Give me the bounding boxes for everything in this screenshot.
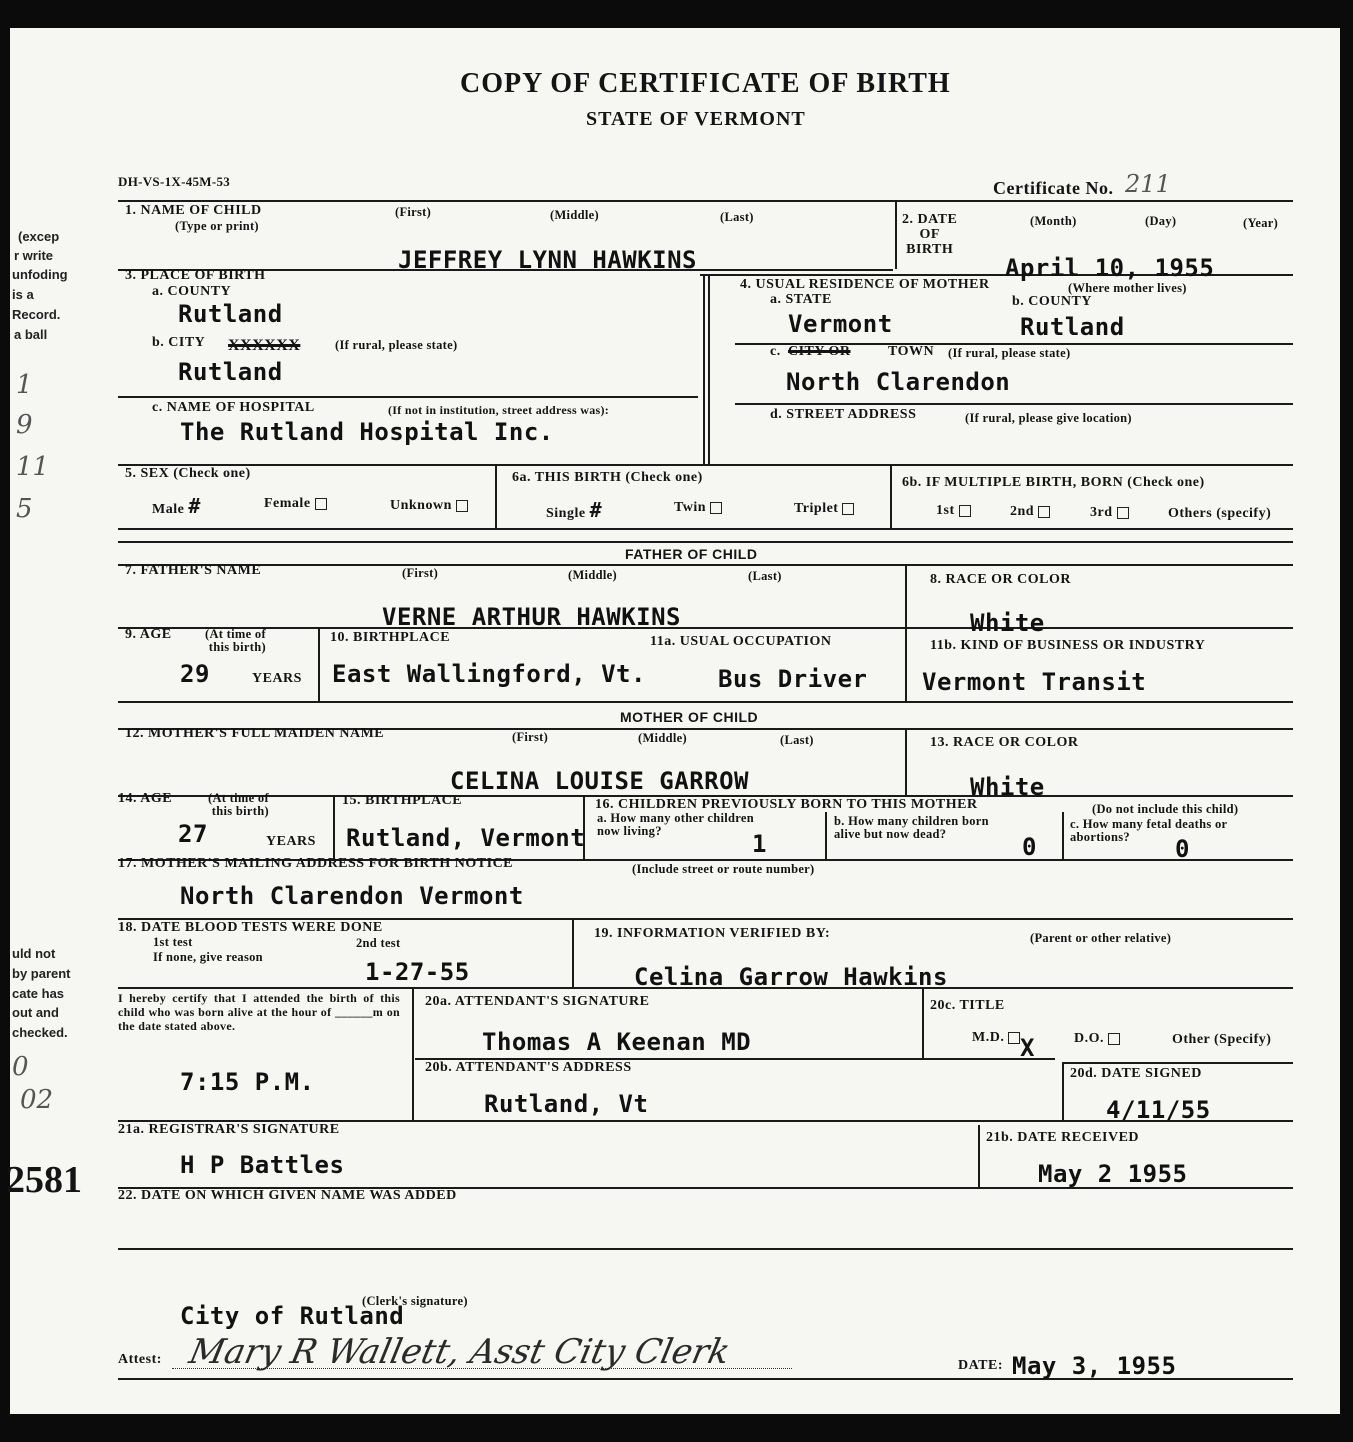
second-born-option: [1010, 504, 1050, 520]
mother-name-label: 12. MOTHER'S FULL MAIDEN NAME: [125, 726, 385, 741]
father-name-label: 7. FATHER'S NAME: [125, 563, 262, 578]
first-label: (First): [395, 205, 432, 219]
birth-city-value: Rutland: [178, 358, 283, 386]
business-value: Vermont Transit: [922, 668, 1147, 696]
margin-note: out and: [12, 1005, 59, 1020]
md-checkbox: [1008, 1032, 1020, 1044]
second-born-label: 2nd: [1010, 504, 1035, 519]
female-checkbox: [315, 498, 327, 510]
mother-race-value: White: [970, 773, 1045, 801]
rule: [118, 200, 1293, 202]
residence-town-label: TOWN: [888, 344, 935, 359]
female-label: Female: [264, 496, 311, 511]
date-received-label: 21b. DATE RECEIVED: [986, 1130, 1140, 1145]
third-born-option: [1090, 505, 1129, 521]
dead-label: b. How many children born alive but now dead?: [834, 814, 989, 841]
certificate-number: 211: [1125, 170, 1171, 198]
blood-none-hint: If none, give reason: [153, 950, 263, 964]
child-name-hint: (Type or print): [175, 219, 259, 233]
margin-handwriting: 02: [20, 1085, 54, 1115]
father-first-label: (First): [402, 566, 439, 580]
last-label: (Last): [720, 210, 754, 224]
date-signed-label: 20d. DATE SIGNED: [1070, 1066, 1202, 1081]
rule: [118, 701, 1293, 703]
living-value: 1: [752, 830, 767, 858]
mother-birthplace-value: Rutland, Vermont: [346, 824, 586, 852]
third-born-label: 3rd: [1090, 505, 1113, 520]
rule: [735, 403, 1293, 405]
single-label: Single: [546, 506, 586, 521]
dob-label: 2. DATE OF BIRTH: [902, 212, 958, 257]
given-name-date-label: 22. DATE ON WHICH GIVEN NAME WAS ADDED: [118, 1188, 457, 1203]
rule: [118, 396, 698, 398]
registrar-signature-label: 21a. REGISTRAR'S SIGNATURE: [118, 1122, 340, 1137]
mailing-hint: (Include street or route number): [632, 862, 815, 876]
mother-last-label: (Last): [780, 733, 814, 747]
fetal-value: 0: [1175, 835, 1190, 863]
margin-note: cate has: [12, 986, 65, 1001]
date-received-value: May 2 1955: [1038, 1160, 1188, 1188]
triplet-label: Triplet: [794, 501, 839, 516]
birth-city-hint: (If rural, please state): [335, 338, 458, 352]
margin-handwriting: 0: [12, 1052, 29, 1082]
father-age-hint: (At time of this birth): [205, 627, 266, 654]
residence-county-label: b. COUNTY: [1012, 294, 1092, 309]
multiple-birth-label: 6b. IF MULTIPLE BIRTH, BORN (Check one): [902, 475, 1205, 490]
father-age-label: 9. AGE: [125, 627, 172, 642]
certify-statement: I hereby certify that I attended the birth of this child who was born alive at the hour of ______m on the date stated above.: [118, 991, 400, 1033]
document-title: COPY OF CERTIFICATE OF BIRTH: [460, 68, 951, 99]
third-born-checkbox: [1117, 507, 1129, 519]
mailing-value: North Clarendon Vermont: [180, 882, 524, 910]
attest-date-label: DATE:: [958, 1358, 1004, 1373]
father-birthplace-label: 10. BIRTHPLACE: [330, 630, 451, 645]
first-test-label: 1st test: [153, 935, 193, 949]
mother-middle-label: (Middle): [638, 731, 687, 745]
first-born-label: 1st: [936, 503, 955, 518]
rule: [118, 528, 1293, 530]
rule-vertical: [708, 274, 710, 464]
rule: [118, 627, 1293, 629]
occupation-label: 11a. USUAL OCCUPATION: [650, 634, 832, 649]
residence-town-hint: (If rural, please state): [948, 346, 1071, 360]
father-years-label: YEARS: [252, 671, 302, 686]
others-label: Others (specify): [1168, 506, 1272, 521]
hospital-label: c. NAME OF HOSPITAL: [152, 400, 315, 415]
rule-vertical: [978, 1125, 980, 1187]
residence-county-value: Rutland: [1020, 313, 1125, 341]
margin-note: is a: [12, 287, 34, 302]
rule: [1062, 1062, 1293, 1064]
living-label: a. How many other children now living?: [597, 811, 754, 838]
birth-city-struck: XXXXXX: [228, 337, 301, 354]
attest-signature: Mary R Wallett, Asst City Clerk: [185, 1332, 734, 1372]
mother-birthplace-label: 15. BIRTHPLACE: [342, 793, 463, 808]
rule: [118, 541, 1293, 543]
rule-vertical: [890, 464, 892, 528]
title-label: 20c. TITLE: [930, 998, 1005, 1013]
margin-number: 2581: [6, 1159, 82, 1201]
margin-note: Record.: [12, 307, 61, 322]
verified-value: Celina Garrow Hawkins: [634, 963, 948, 991]
mother-years-label: YEARS: [266, 834, 316, 849]
rule-vertical: [333, 795, 335, 859]
margin-handwriting: 11: [16, 452, 50, 482]
rule-vertical: [922, 987, 924, 1058]
residence-state-value: Vermont: [788, 310, 893, 338]
hospital-hint: (If not in institution, street address was):: [388, 403, 610, 417]
male-checkmark: #: [188, 494, 201, 518]
mother-age-hint: (At time of this birth): [208, 791, 269, 818]
document-subtitle: STATE OF VERMONT: [586, 108, 806, 130]
rule-vertical: [825, 812, 827, 859]
other-title-label: Other (Specify): [1172, 1032, 1272, 1047]
margin-note: (excep: [18, 229, 60, 244]
twin-option: [674, 500, 722, 516]
father-birthplace-value: East Wallingford, Vt.: [332, 660, 646, 688]
triplet-checkbox: [842, 503, 854, 515]
attendant-address-value: Rutland, Vt: [484, 1090, 649, 1118]
single-option: [546, 498, 602, 522]
margin-handwriting: 9: [16, 410, 33, 440]
father-section-title: FATHER OF CHILD: [625, 546, 758, 562]
rule-vertical: [495, 464, 497, 528]
street-label: d. STREET ADDRESS: [770, 407, 917, 422]
attendant-signature-label: 20a. ATTENDANT'S SIGNATURE: [425, 994, 650, 1009]
children-label: 16. CHILDREN PREVIOUSLY BORN TO THIS MOTHER: [595, 797, 978, 812]
attest-date-value: May 3, 1955: [1012, 1352, 1177, 1380]
rule-vertical: [412, 987, 414, 1120]
margin-note: uld not: [12, 946, 56, 961]
mother-age-value: 27: [178, 820, 208, 848]
father-last-label: (Last): [748, 569, 782, 583]
birth-county-value: Rutland: [178, 300, 283, 328]
margin-handwriting: 1: [16, 370, 33, 400]
do-label: D.O.: [1074, 1031, 1104, 1046]
margin-note: by parent: [12, 966, 71, 981]
day-label: (Day): [1145, 214, 1177, 228]
margin-note: unfoding: [12, 267, 68, 282]
dob-value: April 10, 1955: [1005, 254, 1215, 282]
sex-unknown-option: [390, 498, 468, 514]
blood-tests-value: 1-27-55: [365, 958, 470, 986]
occupation-value: Bus Driver: [718, 665, 868, 693]
fetal-label: c. How many fetal deaths or abortions?: [1070, 817, 1228, 844]
margin-note: a ball: [14, 327, 48, 342]
residence-label: 4. USUAL RESIDENCE OF MOTHER: [740, 277, 990, 292]
clerk-signature-label: (Clerk's signature): [362, 1294, 468, 1308]
single-checkmark: #: [589, 498, 603, 522]
do-option: [1074, 1031, 1120, 1047]
md-checkmark: X: [1020, 1034, 1035, 1062]
residence-state-label: a. STATE: [770, 292, 832, 307]
residence-city-struck: CITY OR: [788, 344, 851, 359]
date-signed-value: 4/11/55: [1106, 1096, 1211, 1124]
middle-label: (Middle): [550, 208, 599, 222]
second-born-checkbox: [1038, 506, 1050, 518]
children-hint: (Do not include this child): [1092, 802, 1239, 816]
twin-checkbox: [710, 502, 722, 514]
first-born-option: [936, 503, 971, 519]
child-name-value: JEFFREY LYNN HAWKINS: [398, 246, 697, 274]
unknown-label: Unknown: [390, 498, 452, 513]
father-middle-label: (Middle): [568, 568, 617, 582]
margin-note: r write: [14, 248, 54, 263]
sex-label: 5. SEX (Check one): [125, 466, 251, 481]
sex-male-option: [152, 494, 201, 518]
rule-vertical: [572, 918, 574, 987]
dead-value: 0: [1022, 833, 1037, 861]
mailing-label: 17. MOTHER'S MAILING ADDRESS FOR BIRTH NOTICE: [118, 856, 514, 871]
mother-age-label: 14. AGE: [118, 791, 173, 806]
clerk-value: City of Rutland: [180, 1302, 405, 1330]
mother-race-label: 13. RACE OR COLOR: [930, 735, 1079, 750]
rule: [118, 564, 1293, 566]
this-birth-label: 6a. THIS BIRTH (Check one): [512, 470, 703, 485]
attendant-signature-value: Thomas A Keenan MD: [482, 1028, 752, 1056]
rule: [118, 1248, 1293, 1250]
certificate-label: Certificate No.: [993, 178, 1114, 198]
father-race-value: White: [970, 609, 1045, 637]
attest-label: Attest:: [118, 1352, 162, 1367]
residence-town-prefix: c.: [770, 344, 781, 359]
rule-vertical: [318, 627, 320, 701]
unknown-checkbox: [456, 500, 468, 512]
first-born-checkbox: [959, 505, 971, 517]
mother-section-title: MOTHER OF CHILD: [620, 709, 759, 725]
child-name-label: 1. NAME OF CHILD: [125, 203, 262, 218]
residence-town-value: North Clarendon: [786, 368, 1011, 396]
verified-label: 19. INFORMATION VERIFIED BY:: [594, 926, 831, 941]
md-label: M.D.: [972, 1030, 1005, 1045]
rule-vertical: [895, 200, 897, 269]
father-age-value: 29: [180, 660, 210, 688]
father-name-value: VERNE ARTHUR HAWKINS: [382, 603, 681, 631]
rule-vertical: [1062, 1062, 1064, 1120]
street-hint: (If rural, please give location): [965, 411, 1132, 425]
do-checkbox: [1108, 1033, 1120, 1045]
second-test-label: 2nd test: [356, 936, 401, 950]
birth-county-label: a. COUNTY: [152, 284, 232, 299]
md-option: [972, 1030, 1020, 1046]
verified-hint: (Parent or other relative): [1030, 931, 1172, 945]
mother-first-label: (First): [512, 730, 549, 744]
hospital-value: The Rutland Hospital Inc.: [180, 418, 554, 446]
birth-time-value: 7:15 P.M.: [180, 1068, 315, 1096]
blood-tests-label: 18. DATE BLOOD TESTS WERE DONE: [118, 920, 383, 935]
twin-label: Twin: [674, 500, 707, 515]
margin-note: checked.: [12, 1025, 68, 1040]
attendant-address-label: 20b. ATTENDANT'S ADDRESS: [425, 1060, 632, 1075]
year-label: (Year): [1243, 216, 1279, 230]
form-code: DH-VS-1X-45M-53: [118, 174, 231, 189]
residence-hint: (Where mother lives): [1068, 281, 1187, 295]
father-race-label: 8. RACE OR COLOR: [930, 572, 1072, 587]
registrar-signature-value: H P Battles: [180, 1151, 345, 1179]
rule-vertical: [1062, 812, 1064, 859]
triplet-option: [794, 501, 854, 517]
male-label: Male: [152, 502, 185, 517]
margin-handwriting: 5: [16, 494, 33, 524]
month-label: (Month): [1030, 214, 1077, 228]
business-label: 11b. KIND OF BUSINESS OR INDUSTRY: [930, 638, 1206, 653]
birth-city-label: b. CITY: [152, 335, 206, 350]
mother-name-value: CELINA LOUISE GARROW: [450, 767, 749, 795]
sex-female-option: [264, 496, 327, 512]
rule: [118, 464, 1293, 466]
rule-vertical: [703, 274, 705, 464]
rule-vertical: [905, 728, 907, 795]
rule-vertical: [905, 564, 907, 701]
place-of-birth-label: 3. PLACE OF BIRTH: [125, 268, 266, 283]
